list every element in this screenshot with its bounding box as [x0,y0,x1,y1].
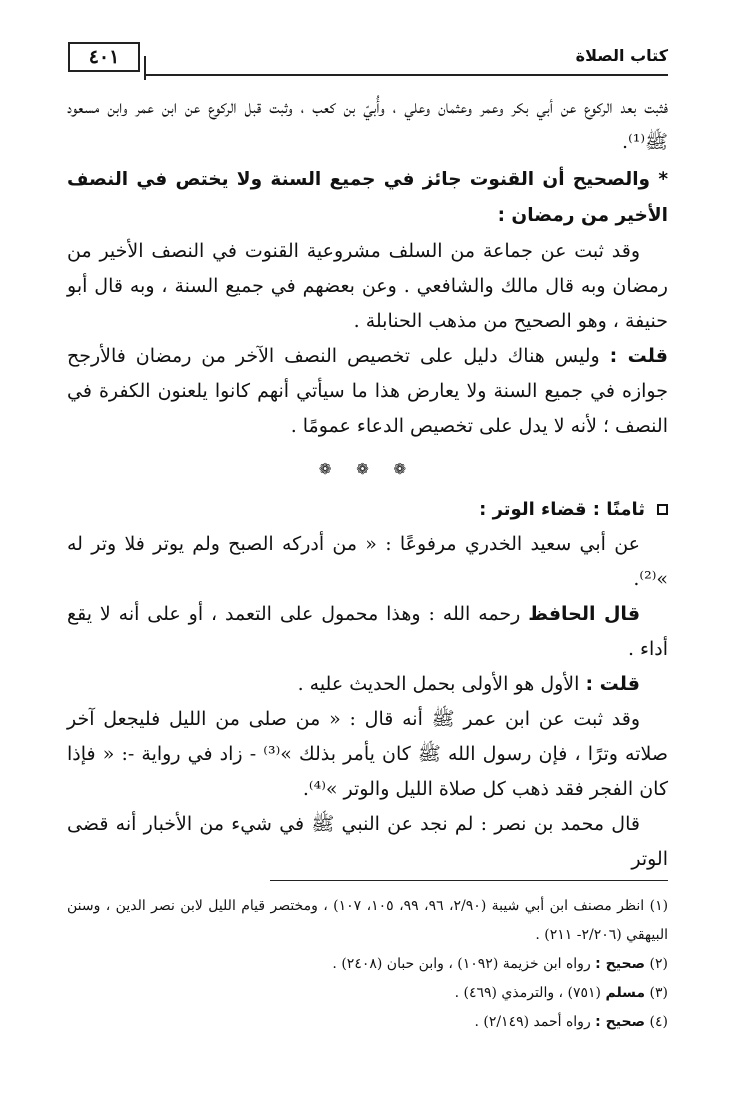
footnote-text: انظر مصنف ابن أبي شيبة (٢/٩٠، ٩٦، ٩٩، ١٠٥، ١٠٧) ، ومختصر قيام الليل لابن نصر الدين ، وسنن البيهقي (٢/٢٠٦- ٢١١) . [67,898,668,943]
footnote-grade: صحيح : [595,956,646,972]
paragraph-note [67,339,668,444]
footnote-text: رواه ابن خزيمة (١٠٩٢) ، وابن حبان (٢٤٠٨) . [332,956,591,972]
book-title: كتاب الصلاة [575,46,668,65]
note-label: قلت : [609,345,668,367]
footnote-text: (٧٥١) ، والترمذي (٤٦٩) . [454,985,602,1001]
main-text [67,90,668,877]
footnote-number: (٤) [649,1014,668,1030]
footnote [67,950,668,979]
paragraph: وقد ثبت عن ابن عمر ﷺ أنه قال : « من صلى من الليل فليجعل آخر صلاته وترًا ، فإن رسول الله ﷺ كان يأمر بذلك »⁽³⁾ - زاد في رواية -: « فإذا كان الفجر فقد ذهب كل صلاة الليل والوتر »⁽⁴⁾. [67,708,668,800]
footnote-grade: صحيح : [595,1014,646,1030]
page-number: ٤٠١ [88,46,120,68]
page-number-box [68,42,140,72]
footnote-number: (١) [649,898,669,914]
section-heading-qunut: * والصحيح أن القنوت جائز في جميع السنة ولا يختص في النصف الأخير من رمضان : [67,169,668,226]
paragraph: قال محمد بن نصر : لم نجد عن النبي ﷺ في شيء من الأخبار أنه قضى الوتر [67,813,668,870]
hafiz-label: قال الحافظ [528,603,641,625]
paragraph: وقد ثبت عن جماعة من السلف مشروعية القنوت في النصف الأخير من رمضان وبه قال مالك والشافعي . وعن بعضهم في جميع السنة ، وبه قال أبو حنيفة ، وهو الصحيح من مذهب الحنابلة . [67,240,668,332]
footnotes [67,892,668,1037]
paragraph-hafiz [67,597,668,667]
header-rule [144,74,668,76]
note-text: الأول هو الأولى بحمل الحديث عليه . [297,673,580,695]
footnote-text: رواه أحمد (٢/١٤٩) . [474,1014,591,1030]
note-text: وليس هناك دليل على تخصيص النصف الآخر من رمضان فالأرجح جوازه في جميع السنة ولا يعارض هذا ما سيأتي أنهم كانوا يلعنون الكفرة في النصف ؛ لأنه لا يدل على تخصيص الدعاء عمومًا . [67,345,668,437]
ornament-separator: ❁ ❁ ❁ [318,460,417,478]
footnote [67,1008,668,1037]
paragraph: فثبت بعد الركوع عن أبي بكر وعمر وعثمان وعلي ، وأُبيّ بن كعب ، وثبت قبل الركوع عن ابن عمر وابن مسعود ﷺ⁽¹⁾. [67,96,668,153]
page-header [68,38,668,78]
square-bullet-icon [657,504,668,515]
footnote-grade: مسلم [605,985,646,1001]
section-heading-witr [67,492,668,527]
hafiz-text: رحمه الله : وهذا محمول على التعمد ، أو على أنه لا يقع أداء . [67,603,668,660]
footnote-number: (٣) [649,985,668,1001]
section-heading-text: ثامنًا : قضاء الوتر : [479,499,645,520]
note-label: قلت : [585,673,640,695]
footnote [67,892,668,950]
footnote-number: (٢) [649,956,668,972]
footnote [67,979,668,1008]
footnote-rule [270,880,668,881]
paragraph: عن أبي سعيد الخدري مرفوعًا : « من أدركه الصبح ولم يوتر فلا وتر له »⁽²⁾. [67,533,668,590]
paragraph-note [67,667,668,702]
